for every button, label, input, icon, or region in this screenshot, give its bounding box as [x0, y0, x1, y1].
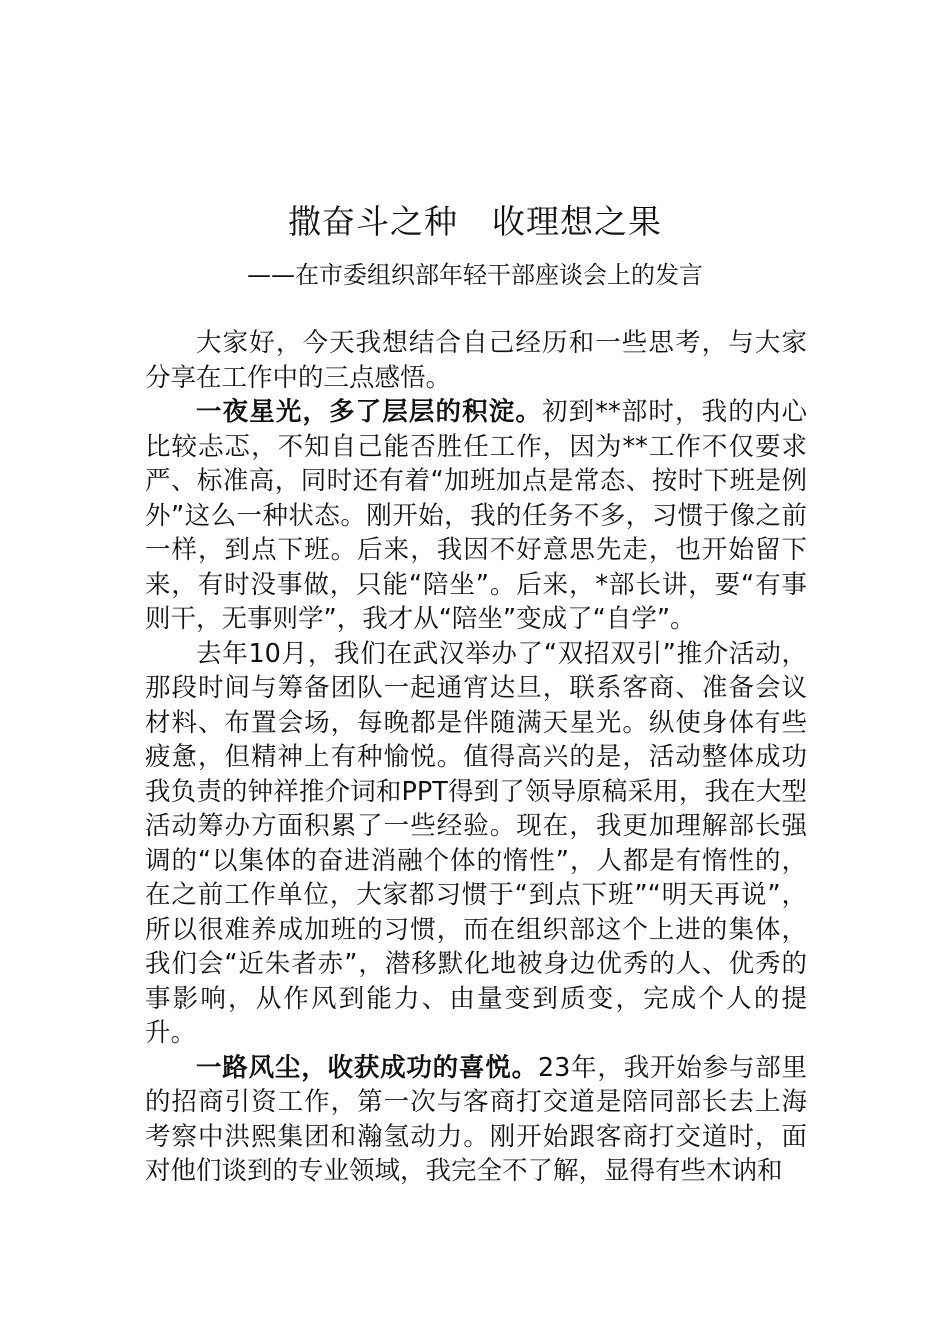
paragraph-journey: [145, 1051, 807, 1189]
paragraph-starlight: [145, 395, 807, 637]
document-subtitle: ——在市委组织部年轻干部座谈会上的发言: [247, 261, 703, 289]
paragraph-text: 大家好，今天我想结合自己经历和一些思考，与大家分享在工作中的三点感悟。: [145, 328, 807, 393]
paragraph-greeting: [145, 326, 807, 395]
paragraph-wuhan-event: [145, 637, 807, 1051]
paragraph-lead: 一路风尘，收获成功的喜悦。: [196, 1052, 538, 1083]
paragraph-lead: 一夜星光，多了层层的积淀。: [196, 397, 542, 427]
document-title: 撒奋斗之种 收理想之果: [288, 202, 662, 241]
paragraph-text: 23年，我开始参与部里的招商引资工作，第一次与客商打交道是陪同部长去上海考察中洪熙集团和瀚氢动力。刚开始跟客商打交道时，面对他们谈到的专业领域，我完全不了解，显得有些木讷和: [145, 1052, 807, 1186]
paragraph-text: 去年10月，我们在武汉举办了“双招双引”推介活动，那段时间与筹备团队一起通宵达旦，联系客商、准备会议材料、布置会场，每晚都是伴随满天星光。纵使身体有些疲惫，但精神上有种愉悦。值得高兴的是，活动整体成功我负责的钟祥推介词和PPT得到了领导原稿采用，我在大型活动筹办方面积累了一些经验。现在，我更加理解部长强调的“以集体的奋进消融个体的惰性”，人都是有惰性的，在之前工作单位，大家都习惯于“到点下班”“明天再说”，所以很难养成加班的习惯，而在组织部这个上进的集体，我们会“近朱者赤”，潜移默化地被身边优秀的人、优秀的事影响，从作风到能力、由量变到质变，完成个人的提升。: [145, 638, 807, 1048]
document-body: [145, 326, 807, 1189]
paragraph-text: 初到**部时，我的内心比较忐忑，不知自己能否胜任工作，因为**工作不仅要求严、标准高，同时还有着“加班加点是常态、按时下班是例外”这么一种状态。刚开始，我的任务不多，习惯于像之前一样，到点下班。后来，我因不好意思先走，也开始留下来，有时没事做，只能“陪坐”。后来，*部长讲，要“有事则干，无事则学”，我才从“陪坐”变成了“自学”。: [145, 397, 807, 634]
